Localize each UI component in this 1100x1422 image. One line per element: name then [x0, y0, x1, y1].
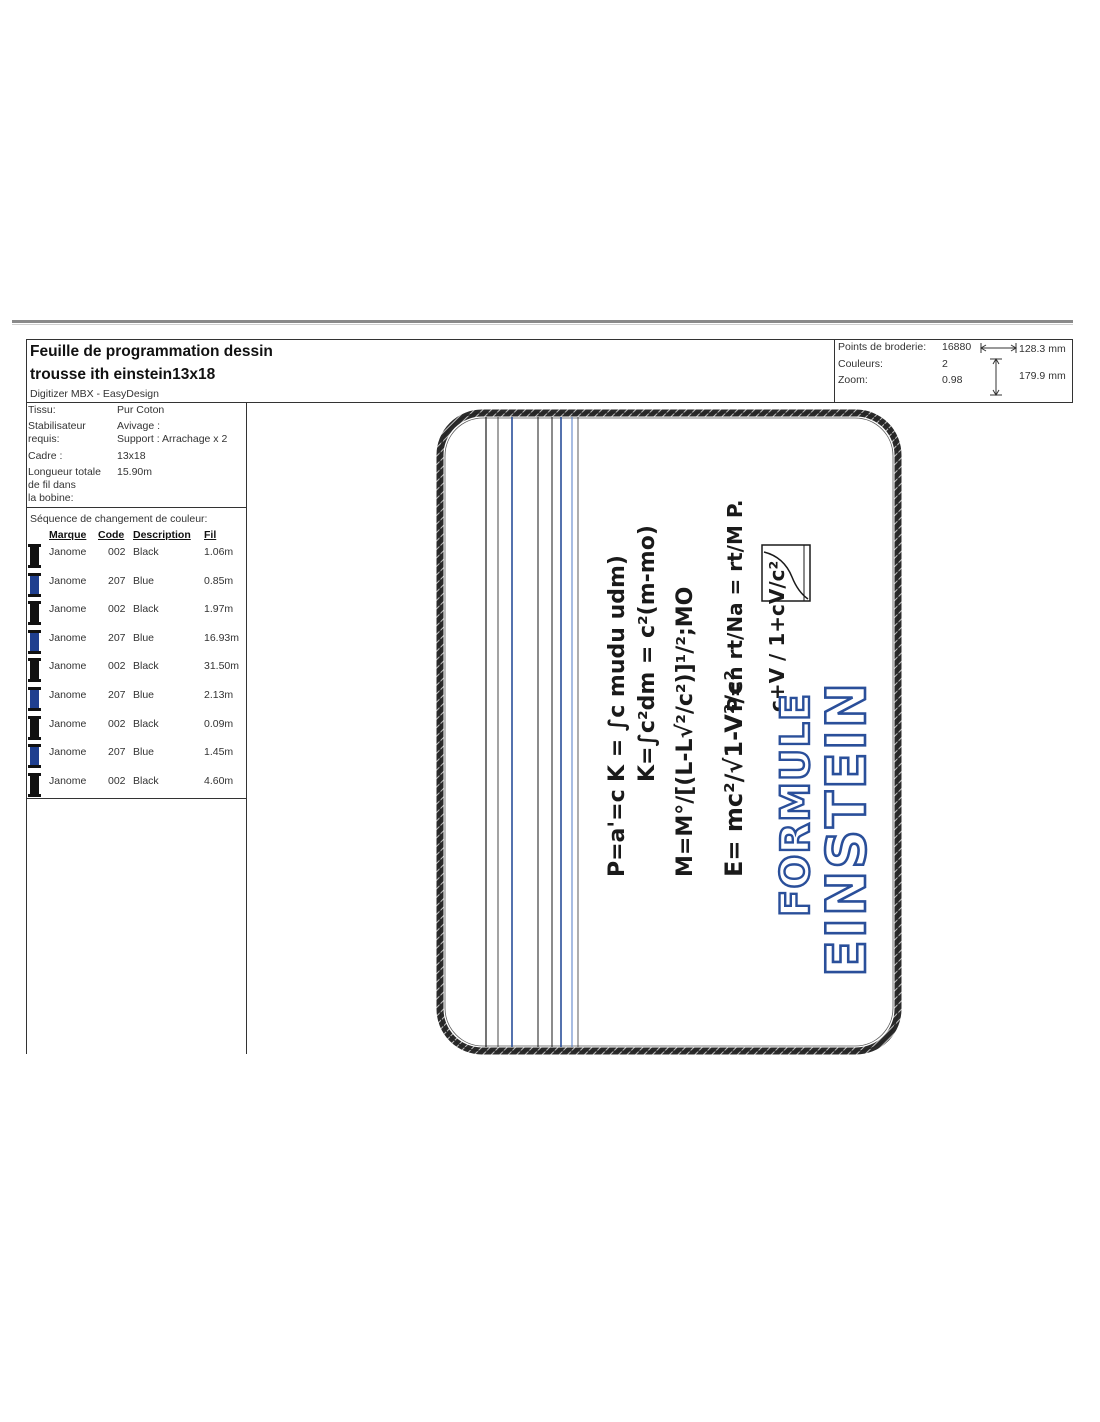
top-divider — [12, 320, 1073, 323]
thread-spool-icon — [28, 744, 41, 768]
stitch-count-value: 16880 — [942, 341, 972, 353]
left-panel-divider — [246, 402, 247, 1054]
thread-description: Black — [133, 774, 159, 787]
thread-brand: Janome — [49, 774, 87, 787]
column-thread: Fil — [204, 529, 217, 541]
word-formule: FORMULE — [773, 692, 819, 917]
sheet-top-border — [26, 339, 1073, 340]
thread-spool-icon — [28, 573, 41, 597]
design-width: 128.3 mm — [1019, 343, 1066, 355]
thread-code: 002 — [108, 717, 126, 730]
thread-length: 1.45m — [204, 746, 234, 759]
thread-brand: Janome — [49, 746, 87, 759]
thread-spool-icon — [28, 544, 41, 568]
thread-description: Black — [133, 660, 159, 673]
dimension-arrows-icon — [976, 339, 1021, 399]
fabric-value: Pur Coton — [117, 404, 165, 416]
thread-spool-icon — [28, 716, 41, 740]
design-name: trousse ith einstein13x18 — [30, 366, 216, 383]
sheet-right-border — [1072, 339, 1073, 402]
color-count-label: Couleurs: — [838, 358, 883, 370]
thread-description: Blue — [133, 746, 155, 759]
title-lettering — [773, 681, 878, 977]
thread-description: Blue — [133, 574, 155, 587]
thread-length-label-3: la bobine: — [28, 492, 74, 504]
thread-description: Blue — [133, 689, 155, 701]
column-brand: Marque — [49, 529, 87, 541]
programming-sheet — [26, 339, 1073, 1054]
thread-brand: Janome — [49, 689, 87, 701]
thread-code: 207 — [108, 631, 126, 644]
thread-code: 002 — [108, 774, 126, 787]
design-height: 179.9 mm — [1019, 370, 1066, 382]
frame-value: 13x18 — [117, 450, 146, 462]
thread-description: Blue — [133, 631, 155, 644]
thread-row — [26, 716, 246, 740]
thread-length: 1.97m — [204, 603, 234, 616]
thread-spool-icon — [28, 658, 41, 682]
thread-row — [26, 544, 246, 568]
thread-spool-icon — [28, 630, 41, 654]
thread-brand: Janome — [49, 631, 87, 644]
embroidery-design-preview — [434, 407, 904, 1057]
placement-lines — [486, 417, 578, 1047]
thread-brand: Janome — [49, 546, 87, 558]
column-description: Description — [133, 529, 191, 541]
sequence-bottom-border — [26, 798, 246, 799]
column-code: Code — [98, 529, 125, 541]
formula-5: P=n rt/Na = rt/M P. — [723, 499, 747, 712]
formula-3: M=M°/[(L-L√²/c²)]¹/²;MO — [673, 586, 698, 877]
thread-length: 1.06m — [204, 546, 234, 558]
thread-length: 0.85m — [204, 574, 234, 587]
thread-brand: Janome — [49, 717, 87, 730]
formula-4: E= mc²/√1-V²/c² — [720, 670, 748, 877]
thread-code: 002 — [108, 546, 126, 558]
color-count-value: 2 — [942, 358, 948, 370]
thread-length-label-2: de fil dans — [28, 479, 76, 491]
thread-row — [26, 658, 246, 682]
word-einstein: EINSTEIN — [815, 680, 878, 977]
fabric-label: Tissu: — [28, 404, 56, 416]
stats-divider — [834, 339, 835, 402]
formula-1: K = ∫c mudu udm) — [605, 555, 630, 782]
thread-length-value: 15.90m — [117, 466, 153, 478]
sheet-title: Feuille de programmation dessin — [30, 343, 273, 360]
thread-row — [26, 630, 246, 654]
thread-length: 31.50m — [204, 660, 240, 673]
thread-code: 002 — [108, 603, 126, 616]
thread-spool-icon — [28, 601, 41, 625]
stitch-count-label: Points de broderie: — [838, 341, 927, 353]
thread-code: 002 — [108, 660, 126, 673]
stabilizer-value-2: Support : Arrachage x 2 — [117, 433, 228, 445]
thread-length-label-1: Longueur totale — [28, 466, 101, 478]
zoom-value: 0.98 — [942, 374, 963, 386]
thread-spool-icon — [28, 687, 41, 711]
info-bottom-border — [26, 507, 246, 508]
formula-2: K=∫c²dm = c²(m-mo) — [635, 525, 660, 782]
thread-brand: Janome — [49, 660, 87, 673]
thread-row — [26, 601, 246, 625]
frame-label: Cadre : — [28, 450, 63, 462]
formula-small: P=a'=c — [605, 789, 630, 877]
thread-description: Black — [133, 603, 159, 616]
formula-6: c+V / 1+cV/c² — [765, 560, 789, 712]
thread-row — [26, 773, 246, 797]
thread-code: 207 — [108, 574, 126, 587]
thread-row — [26, 744, 246, 768]
thread-description: Black — [133, 717, 159, 730]
stabilizer-label-2: requis: — [28, 433, 60, 445]
thread-length: 16.93m — [204, 631, 240, 644]
thread-description: Black — [133, 546, 159, 558]
thread-code: 207 — [108, 689, 126, 701]
thread-brand: Janome — [49, 603, 87, 616]
sequence-title: Séquence de changement de couleur: — [30, 513, 208, 525]
thread-code: 207 — [108, 746, 126, 759]
software-name: Digitizer MBX - EasyDesign — [30, 388, 159, 400]
thread-row — [26, 573, 246, 597]
stabilizer-value-1: Avivage : — [117, 420, 160, 432]
thread-row — [26, 687, 246, 711]
top-divider-shadow — [12, 324, 1073, 325]
thread-length: 2.13m — [204, 689, 234, 701]
stabilizer-label-1: Stabilisateur — [28, 420, 86, 432]
header-bottom-border — [26, 402, 1073, 403]
thread-length: 4.60m — [204, 774, 234, 787]
thread-brand: Janome — [49, 574, 87, 587]
thread-spool-icon — [28, 773, 41, 797]
thread-length: 0.09m — [204, 717, 234, 730]
zoom-label: Zoom: — [838, 374, 868, 386]
